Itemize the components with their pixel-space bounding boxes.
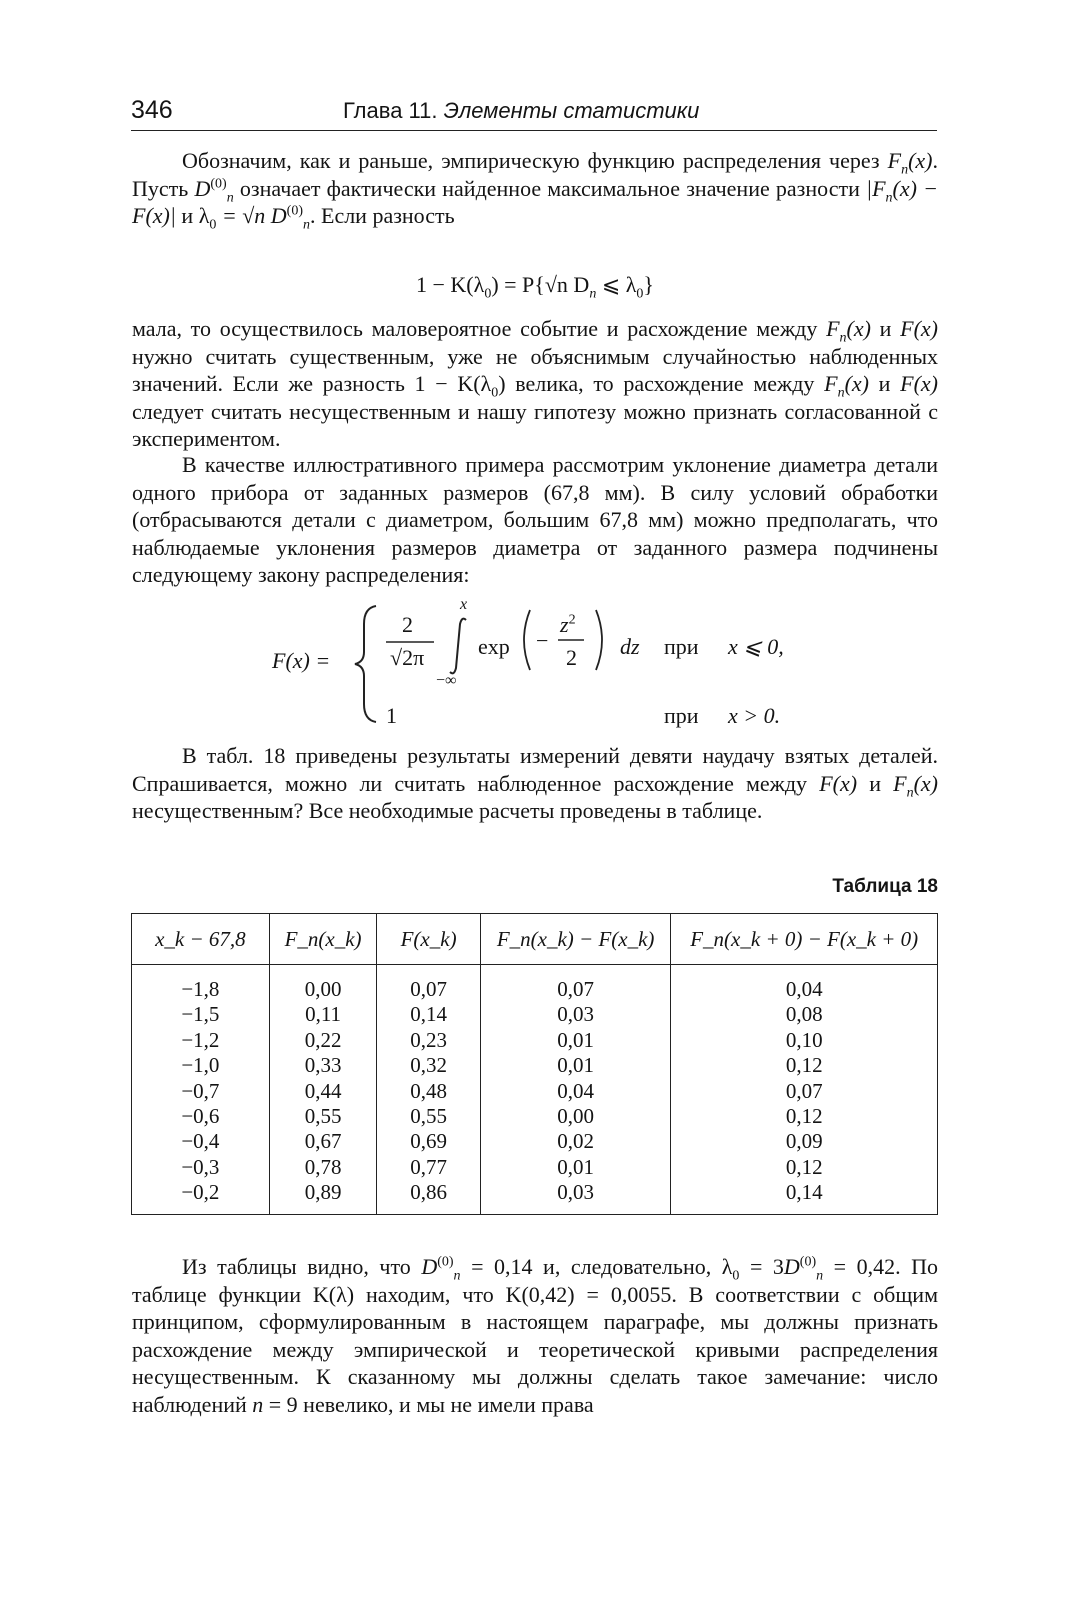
table-cell: 0,86: [377, 1180, 480, 1214]
table-cell: 0,11: [269, 1002, 377, 1027]
paragraph-2: мала, то осуществилось маловероятное событие и расхождение между $F_n(x)$ и F(x) нужно считать существенным, уже не объяснимым случайностью наблюденных значений. Если же разность $1 - K(\lambda_0)$ велика, то расхождение между $F_n(x)$ и F(x) следует считать несущественным и нашу гипотезу можно признать согласованной с экспериментом.: [132, 316, 939, 451]
formula-lhs: F(x) =: [272, 648, 331, 673]
table-row: [132, 1079, 938, 1104]
table-cell: 0,22: [269, 1028, 377, 1053]
case2-condition: x > 0.: [728, 703, 781, 728]
table-cell: 0,23: [377, 1028, 480, 1053]
page-number: 346: [131, 96, 173, 124]
table-cell: 0,09: [671, 1129, 938, 1154]
table-row: [132, 1053, 938, 1078]
table-cell: 0,12: [671, 1155, 938, 1180]
table-cell: 0,02: [480, 1129, 671, 1154]
table-cell: −0,6: [132, 1104, 270, 1129]
table-cell: 0,77: [377, 1155, 480, 1180]
exp-numerator: $z^2$: [560, 612, 576, 637]
case2-value: 1: [386, 703, 397, 728]
table-row: [132, 1002, 938, 1027]
fraction-numerator: 2: [402, 612, 413, 637]
table-cell: 0,07: [671, 1079, 938, 1104]
case2-word: при: [664, 703, 699, 728]
table-cell: 0,00: [269, 969, 377, 1002]
table-cell: 0,14: [671, 1180, 938, 1214]
differential: dz: [620, 634, 640, 659]
table-cell: 0,55: [377, 1104, 480, 1129]
table-cell: 0,04: [671, 969, 938, 1002]
table-cell: −1,2: [132, 1028, 270, 1053]
table-header-cell: F(x_k): [377, 914, 480, 965]
table-cell: 0,01: [480, 1155, 671, 1180]
table-cell: 0,00: [480, 1104, 671, 1129]
table-cell: 0,48: [377, 1079, 480, 1104]
integral-sign: [444, 616, 474, 676]
table-cell: 0,33: [269, 1053, 377, 1078]
table-header-cell: F_n(x_k) − F(x_k): [480, 914, 671, 965]
table-cell: 0,07: [377, 969, 480, 1002]
table-cell: 0,12: [671, 1053, 938, 1078]
results-table: [131, 913, 938, 1215]
left-brace: [352, 604, 382, 724]
table-row: [132, 1028, 938, 1053]
table-row: [132, 1129, 938, 1154]
exp-function: exp: [478, 634, 510, 659]
table-cell: −0,7: [132, 1079, 270, 1104]
paragraph-4: В табл. 18 приведены результаты измерений девяти наудачу взятых деталей. Спрашивается, можно ли считать наблюденное расхождение между F(x) и $F_n(x)$ несущественным? Все необходимые расчеты проведены в таблице.: [132, 743, 938, 823]
table-cell: 0,32: [377, 1053, 480, 1078]
table-cell: 0,67: [269, 1129, 377, 1154]
table-cell: 0,04: [480, 1079, 671, 1104]
table-cell: 0,01: [480, 1028, 671, 1053]
paragraph-1: Обозначим, как и раньше, эмпирическую функцию распределения через $F_n(x)$. Пусть $D^{(0)}_n$ означает фактически найденное максимальное значение разности $|F_n(x) - F(x)|$ и $\lambda_0 = √n$ $D^{(0)}_n$. Если разность: [132, 148, 938, 233]
table-row: [132, 1104, 938, 1129]
fraction-denominator: √2π: [390, 645, 425, 670]
running-header: [131, 96, 937, 131]
paragraph-5: Из таблицы видно, что $D^{(0)}_n = 0,14$ и, следовательно, $\lambda_0 = 3D^{(0)}_n = 0,42$. По таблице функции K(λ) находим, что K(0,42) = 0,0055. В соответствии с общим принципом, сформулированным в настоящем параграфе, мы должны признать расхождение между эмпирической и теоретической кривыми распределения несущественным. К сказанному мы должны сделать такое замечание: число наблюдений n = 9 невелико, и мы не имели права: [132, 1254, 938, 1417]
table-cell: 0,69: [377, 1129, 480, 1154]
paragraph-3: В качестве иллюстративного примера рассмотрим уклонение диаметра детали одного прибора от заданных размеров (67,8 мм). В силу условий обработки (отбрасываются детали с диаметром, большим 67,8 мм) можно предполагать, что наблюдаемые уклонения размеров диаметра от заданного размера подчинены следующему закону распределения:: [132, 452, 938, 587]
table-cell: 0,10: [671, 1028, 938, 1053]
table-cell: 0,08: [671, 1002, 938, 1027]
equation-probability: $1 - K(\lambda_0) = P\{√n$ $D_n$ ⩽ $\lambda_0$}: [416, 272, 654, 302]
exp-denominator: 2: [566, 645, 577, 670]
table-cell: −0,3: [132, 1155, 270, 1180]
chapter-title: Элементы статистики: [443, 98, 700, 123]
table-cell: −0,4: [132, 1129, 270, 1154]
table-cell: 0,14: [377, 1002, 480, 1027]
table-cell: −1,8: [132, 969, 270, 1002]
fraction-bar: [386, 640, 434, 644]
table-caption: Таблица 18: [832, 876, 938, 897]
table-cell: −1,0: [132, 1053, 270, 1078]
table-header-row: [132, 914, 938, 965]
integral-lower: −∞: [436, 672, 457, 689]
table-header-cell: F_n(x_k + 0) − F(x_k + 0): [671, 914, 938, 965]
exp-parentheses: [518, 608, 608, 672]
table-row: [132, 1155, 938, 1180]
table-cell: 0,44: [269, 1079, 377, 1104]
table-header-cell: F_n(x_k): [269, 914, 377, 965]
table-row: [132, 969, 938, 1002]
table-body: [132, 965, 938, 1215]
table-cell: −0,2: [132, 1180, 270, 1214]
table-cell: 0,01: [480, 1053, 671, 1078]
table-cell: −1,5: [132, 1002, 270, 1027]
integral-upper: x: [460, 596, 468, 613]
table-header-cell: x_k − 67,8: [132, 914, 270, 965]
table-cell: 0,03: [480, 1180, 671, 1214]
table-cell: 0,12: [671, 1104, 938, 1129]
table-cell: 0,55: [269, 1104, 377, 1129]
running-head: [343, 98, 699, 124]
case1-word: при: [664, 634, 699, 659]
table-cell: 0,78: [269, 1155, 377, 1180]
table-cell: 0,07: [480, 969, 671, 1002]
chapter-label: Глава 11.: [343, 98, 438, 123]
table-cell: 0,89: [269, 1180, 377, 1214]
exp-minus: −: [536, 628, 549, 653]
table-row: [132, 1180, 938, 1214]
case1-condition: x ⩽ 0,: [728, 634, 784, 659]
table-cell: 0,03: [480, 1002, 671, 1027]
